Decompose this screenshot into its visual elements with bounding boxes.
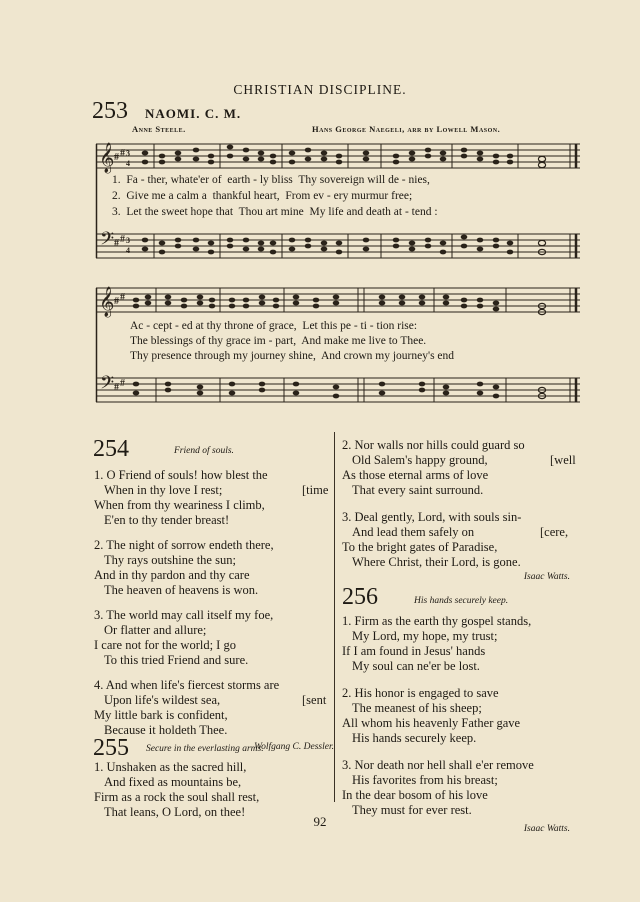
lyric-line-4: Ac - cept - ed at thy throne of grace, Let this pe - ti - tion rise:	[130, 320, 418, 332]
treble-clef-icon: 𝄞	[99, 287, 115, 317]
treble-clef-icon: 𝄞	[99, 143, 115, 173]
hymn-255-number: 255	[93, 735, 129, 761]
svg-text:#: #	[114, 382, 119, 393]
svg-text:#: #	[120, 378, 125, 389]
page-header: CHRISTIAN DISCIPLINE.	[233, 82, 407, 97]
music-system-1	[96, 136, 580, 271]
bass-clef-icon: 𝄢	[100, 229, 115, 254]
column-divider	[334, 432, 335, 802]
svg-text:3: 3	[126, 236, 130, 245]
hymn-256-text: 1. Firm as the earth thy gospel stands, My Lord, my hope, my trust; If I am found in Jesus' hands My soul can ne'er be lost. 2. His honor is engaged to save The meanest of his sheep; All whom his heavenly Father gave His hands securely keep. 3. Nor death nor hell shall e'er remove His favorites from his breast; In the dear bosom of his love They must for ever rest. Isaac Watts.	[342, 614, 570, 834]
page-number: 92	[313, 814, 327, 829]
lyric-line-6: Thy presence through my journey shine, And crown my journey's end	[130, 350, 455, 362]
svg-text:#: #	[114, 296, 119, 307]
lyric-line-5: The blessings of thy grace im - part, And make me live to Thee.	[130, 335, 427, 347]
hymn-254-title: Friend of souls.	[174, 446, 234, 456]
svg-text:#: #	[114, 152, 119, 163]
hymn-256-number: 256	[342, 584, 378, 610]
svg-text:3: 3	[126, 149, 130, 158]
hymn-254-number: 254	[93, 436, 129, 462]
bass-clef-icon: 𝄢	[100, 373, 115, 398]
hymn-255-text-right: 2. Nor walls nor hills could guard so Old Salem's happy ground, [well As those eternal arms of love That every saint surround. 3. Deal gently, Lord, with souls sin- And lead them safely on [cere, To the bright gates of Paradise, Where Christ, their Lord, is gone. Isaac Watts.	[342, 438, 576, 582]
lyric-line-1: 1. Fa - ther, whate'er of earth - ly bliss Thy sovereign will de - nies,	[112, 174, 430, 186]
svg-text:#: #	[120, 148, 125, 159]
hymn-253-number: 253	[92, 98, 128, 124]
bass-staff-1	[96, 234, 580, 258]
words-credit: Anne Steele.	[132, 124, 186, 134]
lyric-line-2: 2. Give me a calm a thankful heart, From ev - ery murmur free;	[112, 190, 413, 202]
lyric-line-3: 3. Let the sweet hope that Thou art mine My life and death at - tend :	[112, 206, 438, 218]
hymn-256-title: His hands securely keep.	[414, 596, 509, 606]
hymn-254-text: 1. O Friend of souls! how blest the When in thy love I rest; [time When from thy weariness I climb, E'en to thy tender breast! 2. The night of sorrow endeth there, Thy rays outshine the sun; And in thy pardon and thy care The heaven of heavens is won. 3. The world may call itself my foe, Or flatter and allure; I care not for the world; I go To this tried Friend and sure. 4. And when life's fiercest storms are Upon life's wildest sea, [sent My little bark is confident, Because it holdeth Thee. Wolfgang C. Dessler.	[94, 468, 334, 752]
hymn-255-text-left: 1. Unshaken as the sacred hill, And fixed as mountains be, Firm as a rock the soul shall rest, That leans, O Lord, on thee!	[94, 760, 260, 819]
svg-text:#: #	[114, 238, 119, 249]
svg-text:4: 4	[126, 159, 130, 168]
tune-name: NAOMI. C. M.	[145, 106, 242, 121]
svg-text:#: #	[120, 292, 125, 303]
hymn-255-title: Secure in the everlasting arms.	[146, 744, 264, 754]
music-credit: Hans George Naegeli, arr by Lowell Mason.	[312, 124, 501, 134]
svg-text:#: #	[120, 234, 125, 245]
svg-text:4: 4	[126, 246, 130, 255]
